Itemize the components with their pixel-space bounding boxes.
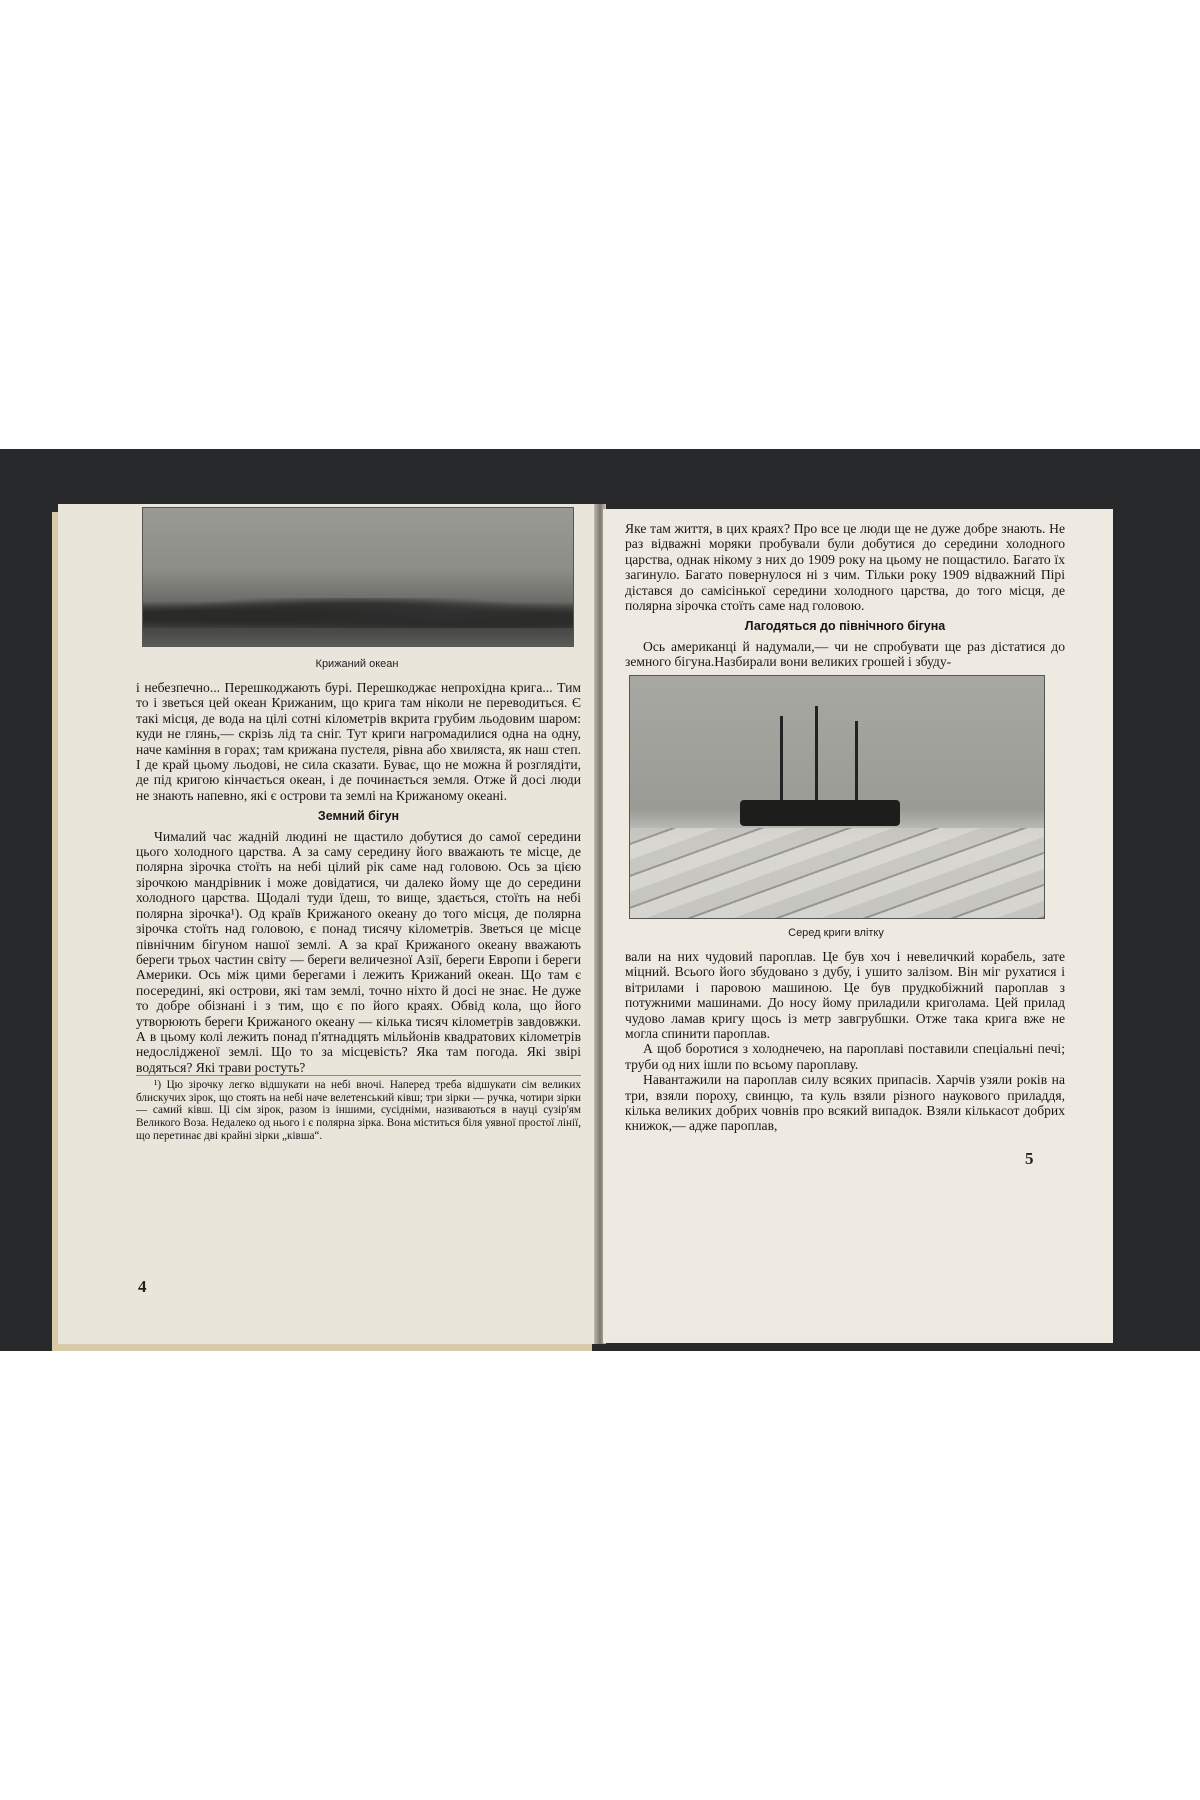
right-paragraph-5: Навантажили на пароплав силу всяких припасів. Харчів узяли років на три, взяли пороху, свинцю, та куль взяли різного наукового приладдя, кілька великих добрих човнів про всякий випадок. Взяли кількасот добрих книжок,— адже пароплав, <box>625 1072 1065 1134</box>
left-paragraph-2: Чималий час жадній людині не щастило добутися до самої середини цього холодного царства. А за саму середину його вважають те місце, де полярна зірочка стоїть на небі цілий рік саме над головою. Ось за цією зірочкою мандрівник і може довідатися, чи далеко йому ще до середини холодного царства. Щодалі туди їдеш, то вище, здається, стоїть на небі полярна зірочка¹). Од країв Крижаного океану до того місця, де полярна зірочка стоїть над головою, є понад тисячу кілометрів. Зветься це місце північним бігуном нашої землі. А за краї Крижаного океану вважають береги трьох частин світу — береги величезної Азії, береги Европи і береги Америки. Ось між цими берегами і лежить Крижаний океан. Що там є посередині, які острови, які там землі, точно ніхто й досі не знає. Не дуже то добре обізнані і з тим, що є по його краях. Обвід кола, що його утворюють береги Крижаного океану — кілька тисяч кілометрів завдовжки. А в цьому колі лежить понад п'ятнадцять мільйонів квадратових кілометрів недослідженої землі. Що то за місцевість? Яка там погода. Які звірі водяться? Які трави ростуть? <box>136 828 581 1075</box>
right-paragraph-3: вали на них чудовий пароплав. Це був хоч і невеличкий корабель, зате міцний. Всього його збудовано з дубу, і ушито залізом. Він міг рухатися і вітрилами і паровою машиною. Це був прудкобіжний пароплав з потужними машинами. До носу йому приладили криголама. Цей прилад чудово ламав кригу щось із метр завгрубшки. Отже така крига вже не могла спинити пароплав. <box>625 949 1065 1042</box>
right-image-caption: Серед криги влітку <box>788 927 884 939</box>
ship-in-ice-illustration <box>629 675 1045 919</box>
left-body-text <box>136 680 581 1142</box>
footnote: ¹) Цю зірочку легко відшукати на небі вночі. Наперед треба відшукати сім великих блискучих зірок, що стоять на небі наче велетенський ківш; три зірки — ручка, чотири зірки — самий ківш. Ці сім зірок, разом із іншими, сусідніми, називаються в науці сузір'ям Великого Воза. Недалеко од нього і є полярна зірка. Вона міститься біля уявної простої лінії, що перетинає дві крайні зірки „ківша“. <box>136 1075 581 1142</box>
right-body-text-bottom <box>625 949 1065 1134</box>
section-heading-earth-pole: Земний бігун <box>317 809 400 824</box>
right-paragraph-2: Ось американці й надумали,— чи не спробувати ще раз дістатися до земного бігуна.Назбирали вони великих грошей і збуду- <box>625 638 1065 670</box>
right-page <box>603 509 1113 1343</box>
frozen-ocean-illustration <box>142 507 574 647</box>
right-body-text-top <box>625 521 1065 670</box>
left-image-caption: Крижаний океан <box>315 658 399 670</box>
right-page-number: 5 <box>1025 1149 1034 1168</box>
photo-background <box>0 449 1200 1351</box>
right-paragraph-4: А щоб боротися з холоднечею, на пароплаві поставили спеціальні печі; труби од них ішли по всьому пароплаву. <box>625 1041 1065 1072</box>
section-heading-preparing: Лагодяться до північного бігуна <box>744 619 946 634</box>
left-page-number: 4 <box>138 1277 147 1296</box>
right-paragraph-1: Яке там життя, в цих краях? Про все це люди ще не дуже добре знають. Не раз відважні моряки пробували були добутися до середини холодного царства, однак нікому з них до 1909 року на цьому не пощастило. Багато їх загинуло. Багато повернулося ні з чим. Тільки року 1909 відважний Пірі дістався до самісінької середини холодного царства, до того місця, де полярна зірочка стоїть саме над головою. <box>625 521 1065 614</box>
left-page <box>58 504 598 1344</box>
left-paragraph-1: і небезпечно... Перешкоджають бурі. Перешкоджає непрохідна крига... Тим то і зветься цей океан Крижаним, що крига там ніколи не переводиться. Є такі місця, де вода на цілі сотні кілометрів вкрита грубим льодовим шаром: куди не глянь,— скрізь лід та сніг. Тут криги нагромадилися одна на одну, наче каміння в горах; там крижана пустеля, рівна або хвиляста, як наш степ. І де край цьому льодові, не сила сказати. Буває, що не можна й розглядіти, де під кригою кінчається океан, і де починається земля. Отже й досі люди не знають напевно, які є острови та землі на Крижаному океані. <box>136 680 581 803</box>
